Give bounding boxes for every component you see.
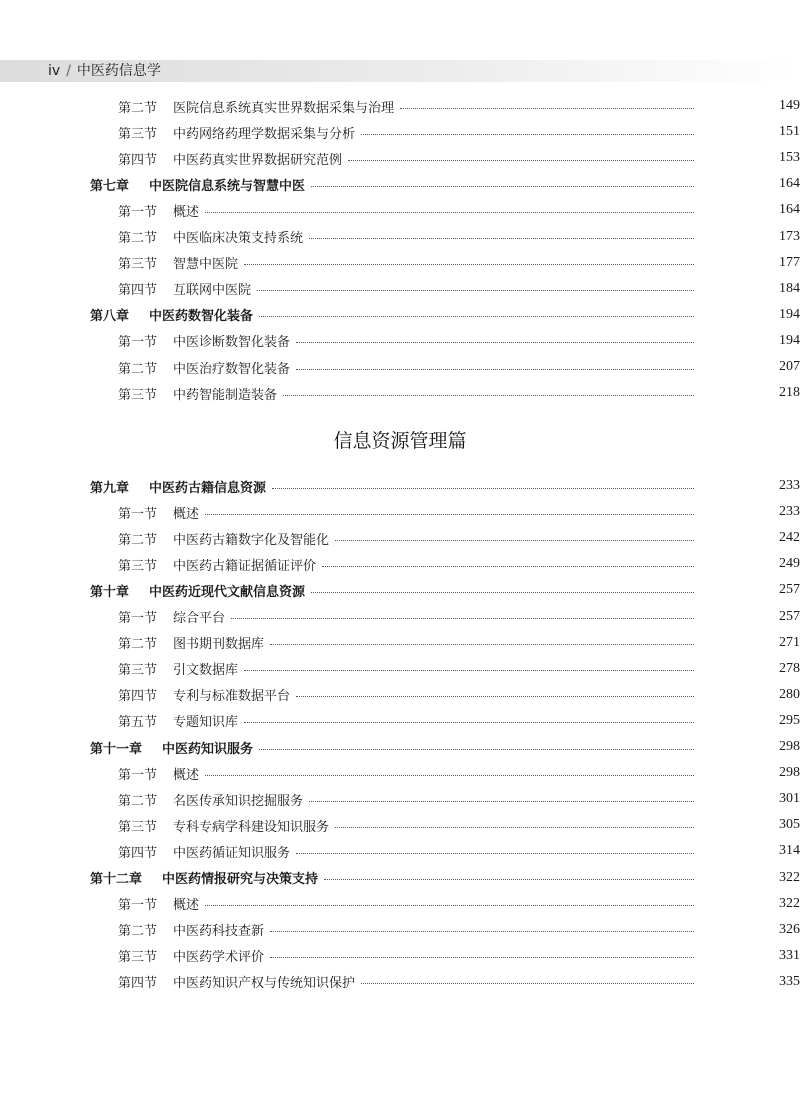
toc-entry-label (0, 358, 290, 377)
toc-entry-label (0, 711, 238, 730)
toc-section-row (0, 224, 800, 250)
toc-section-row (0, 145, 800, 171)
section-title: 中医药古籍证据循证评价 (173, 558, 317, 574)
dot-leader (296, 696, 694, 697)
toc-entry-label (0, 738, 253, 757)
section-number: 第一节 (118, 506, 158, 522)
toc-section-row (0, 354, 800, 380)
page-number: 184 (779, 280, 800, 296)
section-title: 名医传承知识挖掘服务 (173, 793, 304, 809)
toc-section-row (0, 525, 800, 551)
section-number: 第三节 (118, 819, 158, 835)
dot-leader (270, 957, 694, 958)
dot-leader (244, 670, 694, 671)
page-number: 331 (779, 947, 800, 963)
toc-chapter-row (0, 734, 800, 760)
section-title: 专题知识库 (173, 715, 239, 731)
chapter-number: 第十二章 (90, 872, 143, 887)
section-title: 中医临床决策支持系统 (173, 231, 304, 246)
section-title: 引文数据库 (173, 663, 239, 679)
page-number: 151 (779, 124, 800, 140)
section-title: 专利与标准数据平台 (173, 689, 291, 705)
dot-leader (322, 566, 694, 567)
toc-chapter-row (0, 473, 800, 499)
section-title: 中药网络药理学数据采集与分析 (173, 126, 356, 142)
dot-leader (309, 801, 694, 802)
dot-leader (205, 775, 694, 776)
section-title: 医院信息系统真实世界数据采集与治理 (173, 100, 395, 116)
page-number: 177 (779, 254, 800, 270)
running-header (48, 61, 161, 81)
toc-entry-label (0, 555, 316, 574)
page-number: 257 (779, 582, 800, 598)
section-number: 第四节 (118, 152, 158, 168)
page-number: 153 (779, 150, 800, 166)
section-number: 第三节 (118, 387, 158, 403)
toc-entry-label (0, 97, 394, 116)
section-title: 中医药科技查新 (173, 924, 265, 940)
section-title: 概述 (173, 767, 200, 783)
page-number: 301 (779, 791, 800, 807)
chapter-number: 第九章 (90, 480, 130, 496)
section-number: 第一节 (118, 204, 158, 220)
chapter-title: 中医药近现代文献信息资源 (149, 584, 306, 600)
dot-leader (244, 264, 694, 265)
chapter-number: 第十章 (90, 584, 130, 600)
section-title: 概述 (173, 506, 200, 522)
dot-leader (311, 592, 694, 593)
toc-section-row (0, 328, 800, 354)
page-number: 164 (779, 176, 800, 192)
section-number: 第五节 (118, 715, 158, 731)
page-number: 305 (779, 817, 800, 833)
dot-leader (205, 212, 694, 213)
page-number: 314 (779, 843, 800, 859)
page-number: 173 (779, 228, 800, 244)
section-number: 第二节 (118, 793, 158, 809)
toc-entry-label (0, 868, 318, 887)
dot-leader (335, 540, 694, 541)
toc-section-row (0, 838, 800, 864)
dot-leader (296, 853, 694, 854)
dot-leader (361, 983, 694, 984)
section-number: 第二节 (118, 532, 158, 548)
toc-section-row (0, 119, 800, 145)
page-number: 164 (779, 202, 800, 218)
chapter-number: 第七章 (90, 178, 130, 194)
toc-entry-label (0, 659, 238, 678)
section-number: 第四节 (118, 283, 158, 299)
section-title: 中医药循证知识服务 (173, 845, 291, 861)
toc-section-row (0, 969, 800, 995)
section-number: 第三节 (118, 558, 158, 574)
page-number: 278 (779, 660, 800, 676)
toc-entry-label (0, 279, 251, 298)
section-title: 专科专病学科建设知识服务 (173, 819, 330, 835)
dot-leader (257, 290, 694, 291)
section-number: 第三节 (118, 126, 158, 142)
toc-section-row (0, 786, 800, 812)
section-title: 中医药古籍数字化及智能化 (173, 532, 330, 548)
dot-leader (205, 905, 694, 906)
page-number: 194 (779, 306, 800, 322)
chapter-title: 中医药知识服务 (162, 741, 254, 757)
toc-entry-label (0, 175, 305, 194)
toc-entry-label (0, 816, 329, 835)
page-number: 257 (779, 608, 800, 624)
page-number: 149 (779, 98, 800, 113)
toc-section-row (0, 93, 800, 119)
dot-leader (400, 108, 694, 109)
section-number: 第二节 (118, 100, 158, 116)
section-number: 第一节 (118, 335, 158, 351)
section-title: 综合平台 (173, 611, 226, 626)
part-title: 信息资源管理篇 (333, 430, 467, 452)
toc-section-row (0, 656, 800, 682)
dot-leader (270, 931, 694, 932)
dot-leader (309, 238, 694, 239)
toc-entry-label (0, 894, 199, 913)
dot-leader (205, 514, 694, 515)
toc-entry-label (0, 607, 225, 626)
dot-leader (283, 395, 694, 396)
header-book-title: 中医药信息学 (76, 63, 161, 79)
section-title: 智慧中医院 (173, 257, 239, 273)
toc-entry-label (0, 764, 199, 783)
section-title: 互联网中医院 (173, 283, 252, 299)
toc-section-row (0, 250, 800, 276)
toc-entry-label (0, 581, 305, 600)
dot-leader (296, 342, 694, 343)
page-number: 218 (779, 385, 800, 401)
toc-section-row (0, 708, 800, 734)
toc-entry-label (0, 790, 303, 809)
toc-entry-label (0, 384, 277, 403)
dot-leader (272, 488, 694, 489)
section-number: 第二节 (118, 924, 158, 940)
page-number: 233 (779, 478, 800, 493)
toc-section-row (0, 760, 800, 786)
toc-chapter-row (0, 302, 800, 328)
toc-section-row (0, 943, 800, 969)
section-number: 第一节 (118, 767, 158, 783)
page-number: 249 (779, 556, 800, 572)
section-title: 中医诊断数智化装备 (173, 335, 291, 351)
toc-entry-label (0, 529, 329, 548)
dot-leader (361, 134, 694, 135)
page-number: 298 (779, 765, 800, 781)
section-title: 中医药真实世界数据研究范例 (173, 152, 343, 168)
toc-section-row (0, 630, 800, 656)
section-number: 第二节 (118, 637, 158, 653)
chapter-number: 第八章 (90, 309, 130, 325)
page-number: 233 (779, 504, 800, 520)
section-title: 中药智能制造装备 (173, 387, 278, 403)
page-number: 298 (779, 739, 800, 754)
header-separator: / (66, 63, 71, 79)
toc-entry-label (0, 123, 355, 142)
page-number: 335 (779, 973, 800, 989)
toc-entry-label (0, 331, 290, 350)
section-number: 第三节 (118, 257, 158, 273)
toc-entry-label (0, 201, 199, 220)
toc-entry-label (0, 842, 290, 861)
toc-entry-label (0, 633, 264, 652)
dot-leader (259, 749, 694, 750)
section-number: 第四节 (118, 689, 158, 705)
section-title: 中医药知识产权与传统知识保护 (173, 976, 356, 992)
chapter-title: 中医药古籍信息资源 (149, 480, 267, 496)
section-title: 图书期刊数据库 (173, 637, 265, 653)
dot-leader (231, 618, 694, 619)
header-page-number: iv (48, 63, 61, 79)
toc-section-row (0, 812, 800, 838)
page-number: 322 (779, 895, 800, 911)
section-title: 中医药学术评价 (173, 950, 265, 966)
section-title: 概述 (173, 204, 200, 220)
toc-section-row (0, 276, 800, 302)
section-title: 概述 (173, 898, 200, 914)
chapter-title: 中医药情报研究与决策支持 (162, 872, 319, 887)
toc-entry-label (0, 972, 355, 991)
section-number: 第一节 (118, 611, 158, 626)
dot-leader (296, 369, 694, 370)
toc-section-row (0, 604, 800, 630)
toc-entry-label (0, 305, 253, 324)
toc-entry-label (0, 253, 238, 272)
section-number: 第二节 (118, 231, 158, 246)
section-number: 第四节 (118, 976, 158, 992)
toc-section-row (0, 551, 800, 577)
toc-section-row (0, 682, 800, 708)
toc-section-row (0, 499, 800, 525)
dot-leader (335, 827, 694, 828)
toc-entry-label (0, 946, 264, 965)
toc-section-row (0, 197, 800, 223)
page-number: 271 (779, 634, 800, 650)
chapter-title: 中医药数智化装备 (149, 309, 254, 325)
page-number: 322 (779, 869, 800, 885)
page-number: 326 (779, 921, 800, 937)
chapter-title: 中医院信息系统与智慧中医 (149, 178, 306, 194)
toc-chapter-row (0, 577, 800, 603)
dot-leader (324, 879, 694, 880)
section-number: 第一节 (118, 898, 158, 914)
toc-entry-label (0, 920, 264, 939)
dot-leader (270, 644, 694, 645)
chapter-number: 第十一章 (90, 741, 143, 757)
toc-entry-label (0, 503, 199, 522)
dot-leader (311, 186, 694, 187)
dot-leader (244, 722, 694, 723)
section-title: 中医治疗数智化装备 (173, 361, 291, 377)
dot-leader (259, 316, 694, 317)
toc-entry-label (0, 685, 290, 704)
page-number: 280 (779, 686, 800, 702)
toc-chapter-row (0, 865, 800, 891)
toc-section-row (0, 917, 800, 943)
section-number: 第三节 (118, 663, 158, 679)
page-number: 242 (779, 530, 800, 546)
toc-entry-label (0, 149, 342, 168)
toc-entry-label (0, 477, 266, 496)
dot-leader (348, 160, 694, 161)
section-number: 第二节 (118, 361, 158, 377)
toc-chapter-row (0, 171, 800, 197)
toc-entry-label (0, 227, 303, 246)
toc-section-row (0, 891, 800, 917)
page-number: 207 (779, 359, 800, 374)
page-number: 194 (779, 332, 800, 348)
section-number: 第四节 (118, 845, 158, 861)
toc-section-row (0, 380, 800, 406)
section-number: 第三节 (118, 950, 158, 966)
page-number: 295 (779, 712, 800, 728)
